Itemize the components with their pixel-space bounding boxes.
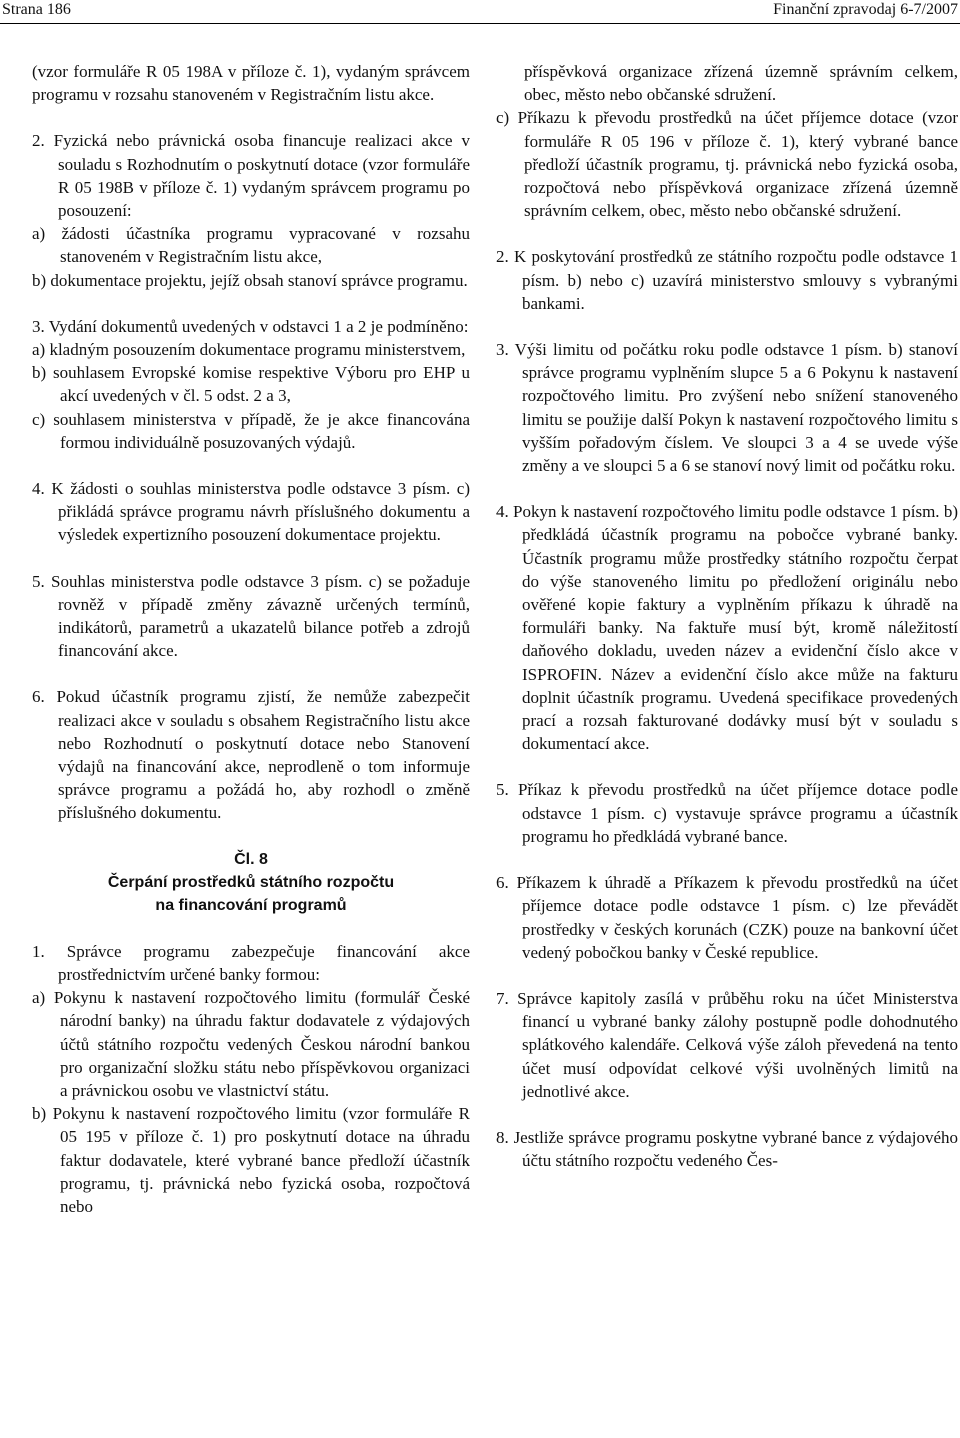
- article-paragraph-4: 4. Pokyn k nastavení rozpočtového limitu podle odstavce 1 písm. b) předkládá účastník programu na pobočce vybrané banky. Účastník programu může prostředky státního rozpočtu čerpat do výše stanoveného limitu po předložení originálu nebo ověřené kopie faktury a vyplněním příkazu k úhradě na formuláři banky. Na faktuře musí být, kromě náležitostí daňového dokladu, uveden název a evidenční číslo akce v ISPROFIN. Název a evidenční číslo akce může na fakturu doplnit účastník programu. Uvedená specifikace provedených prací a rozsah fakturované dodávky musí být v souladu s dokumentací akce.: [496, 502, 958, 754]
- paragraph-2a: a) žádosti účastníka programu vypracované v rozsahu stanoveném v Registračním listu akce,: [32, 224, 470, 267]
- paragraph-4: 4. K žádosti o souhlas ministerstva podle odstavce 3 písm. c) přikládá správce programu návrh příslušného dokumentu a výsledek expertizního posouzení dokumentace projektu.: [32, 479, 470, 545]
- article-title-line-2: na financování programů: [155, 896, 347, 914]
- article-paragraph-8: 8. Jestliže správce programu poskytne vybrané bance z výdajového účtu státního rozpočtu vedeného Čes-: [496, 1127, 958, 1171]
- article-paragraph-3: 3. Výši limitu od počátku roku podle odstavce 1 písm. b) stanoví správce programu vyplněním slupce 5 a 6 Pokynu k nastavení rozpočtového limitu. Pro zvýšení nebo snížení stanoveného limitu se použije další Pokyn k nastavení rozpočtového limitu s vyšším pořadovým číslem. Ve sloupci 3 a 4 se uvede výše změny a ve sloupci 5 a 6 se stanoví nový limit od počátku roku.: [496, 340, 958, 476]
- paragraph-5: 5. Souhlas ministerstva podle odstavce 3 písm. c) se požaduje rovněž v případě změny závazně určených termínů, indikátorů, parametrů a ukazatelů bilance potřeb a zdrojů financování akce.: [32, 571, 470, 661]
- paragraph-3: 3. Vydání dokumentů uvedených v odstavci 1 a 2 je podmíněno:: [32, 316, 469, 336]
- paragraph-continued: (vzor formuláře R 05 198A v příloze č. 1), vydaným správcem programu v rozsahu stanoveném v Registračním listu akce.: [32, 62, 470, 105]
- left-column: [32, 60, 470, 1218]
- article-title-line-1: Čerpání prostředků státního rozpočtu: [107, 873, 395, 891]
- right-column: [496, 60, 958, 1172]
- article-heading: [32, 848, 470, 917]
- article-paragraph-5: 5. Příkaz k převodu prostředků na účet příjemce dotace podle odstavce 1 písm. c) vystavuje správce programu a účastník programu ho předkládá vybrané bance.: [496, 780, 958, 846]
- article-paragraph-1: 1. Správce programu zabezpečuje financování akce prostřednictvím určené banky formou:: [32, 941, 470, 984]
- article-number: Čl. 8: [234, 850, 268, 868]
- page-header: [0, 0, 960, 22]
- header-rule: [0, 23, 960, 24]
- article-paragraph-2: 2. K poskytování prostředků ze státního rozpočtu podle odstavce 1 písm. b) nebo c) uzavírá ministerstvo smlouvy s vybranými bankami.: [496, 247, 958, 313]
- article-paragraph-1c: c) Příkazu k převodu prostředků na účet příjemce dotace (vzor formuláře R 05 196 v příloze č. 1), který vybrané bance předloží účastník programu, tj. právnická nebo fyzická osoba, rozpočtová nebo příspěvková organizace zřízená územně správním celkem, obec, město nebo občanské sdružení.: [496, 108, 958, 221]
- article-paragraph-1b-continued: příspěvková organizace zřízená územně správním celkem, obec, město nebo občanské sdružení.: [524, 62, 958, 105]
- paragraph-6: 6. Pokud účastník programu zjistí, že nemůže zabezpečit realizaci akce v souladu s obsahem Registračního listu akce nebo Rozhodnutí o poskytnutí dotace nebo Stanovení výdajů na financování akce, neprodleně o tom informuje správce programu a požádá ho, aby rozhodl o změně příslušného dokumentu.: [32, 687, 470, 823]
- paragraph-2b: b) dokumentace projektu, jejíž obsah stanoví správce programu.: [32, 270, 468, 290]
- article-paragraph-1a: a) Pokynu k nastavení rozpočtového limitu (formulář České národní banky) na úhradu faktur dodavatele z výdajových účtů státního rozpočtu vedených Českou národní bankou pro organizační složku státu nebo příspěvkovou organizaci a právnickou osobu ve vlastnictví státu.: [32, 988, 470, 1100]
- page-number: Strana 186: [2, 1, 71, 18]
- article-paragraph-6: 6. Příkazem k úhradě a Příkazem k převodu prostředků na účet příjemce dotace podle odstavce 1 písm. c) lze převádět prostředky v českých korunách (CZK) pouze na bankovní účet vedený pobočkou banky v České republice.: [496, 873, 958, 962]
- paragraph-3c: c) souhlasem ministerstva v případě, že je akce financována formou individuálně posuzovaných výdajů.: [32, 409, 470, 452]
- journal-title: Finanční zpravodaj 6-7/2007: [773, 1, 958, 18]
- paragraph-2: 2. Fyzická nebo právnická osoba financuje realizaci akce v souladu s Rozhodnutím o poskytnutí dotace (vzor formuláře R 05 198B v příloze č. 1) vydaným správcem programu po posouzení:: [32, 131, 470, 221]
- article-paragraph-1b: b) Pokynu k nastavení rozpočtového limitu (vzor formuláře R 05 195 v příloze č. 1) pro poskytnutí dotace na úhradu faktur dodavatele, které vybrané bance předloží účastník programu, tj. právnická nebo fyzická osoba, rozpočtová nebo: [32, 1104, 470, 1216]
- article-paragraph-7: 7. Správce kapitoly zasílá v průběhu roku na účet Ministerstva financí u vybrané banky zálohy postupně podle dohodnutého splátkového kalendáře. Celková výše záloh převedená na tento účet musí odpovídat celkové výši uvolněných limitů na jednotlivé akce.: [496, 988, 958, 1101]
- paragraph-3b: b) souhlasem Evropské komise respektive Výboru pro EHP u akcí uvedených v čl. 5 odst. 2 a 3,: [32, 363, 470, 406]
- paragraph-3a: a) kladným posouzením dokumentace programu ministerstvem,: [32, 340, 466, 360]
